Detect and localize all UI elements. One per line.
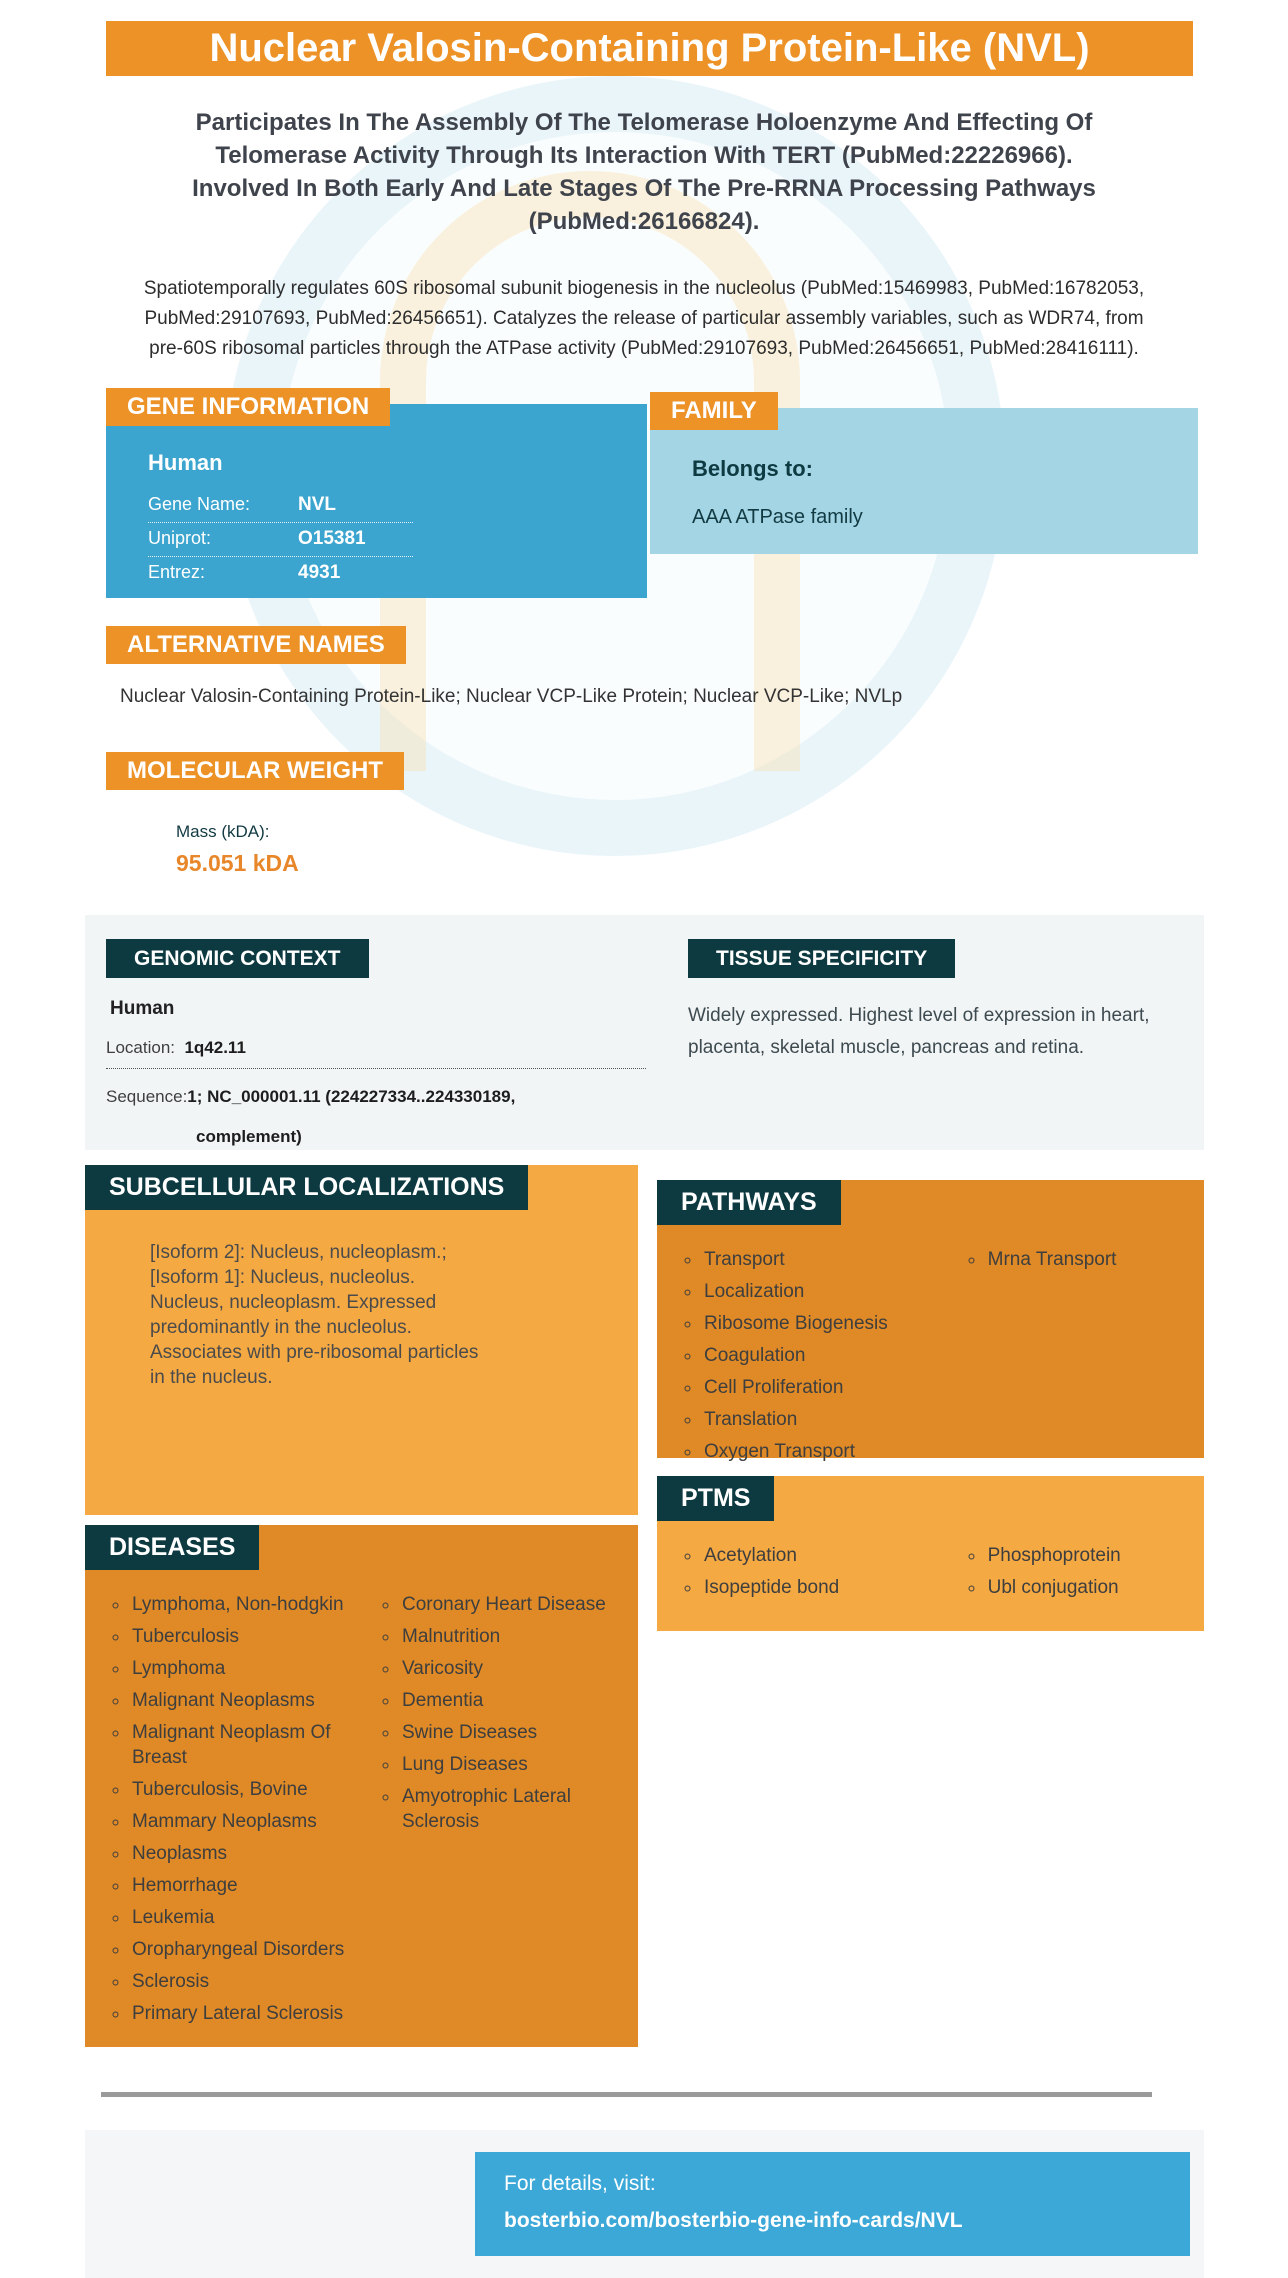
pathways-lists [657, 1225, 1204, 1471]
list-item: ◦ Coagulation [702, 1343, 916, 1368]
table-row [148, 556, 413, 590]
summary-bold-paragraph: Participates In The Assembly Of The Telomerase Holoenzyme And Effecting Of Telomerase Activity Through Its Interaction With TERT (PubMed:22226966). Involved In Both Early And Late Stages Of The Pre-RRNA Processing Pathways (PubMed:26166824). [192, 109, 1096, 235]
mass-value: 95.051 kDA [176, 850, 299, 876]
visit-label: For details, visit: [504, 2172, 656, 2195]
species-label: Human [148, 450, 223, 475]
list-item: ◦ Localization [702, 1279, 916, 1304]
detail-boxes-grid [85, 1165, 1288, 2047]
visit-url-link[interactable]: bosterbio.com/bosterbio-gene-info-cards/NVL [504, 2209, 963, 2232]
uniprot-label: Uniprot: [148, 528, 212, 548]
gene-information-box [106, 393, 647, 598]
diseases-header: DISEASES [85, 1525, 259, 1570]
diseases-lists [85, 1570, 638, 2033]
ptms-box [657, 1476, 1204, 1631]
subcellular-localizations-header: SUBCELLULAR LOCALIZATIONS [85, 1165, 528, 1210]
pathways-list-column-1 [702, 1247, 916, 1471]
list-item: ◦ Tuberculosis [130, 1624, 345, 1649]
molecular-weight-header: MOLECULAR WEIGHT [106, 752, 404, 790]
list-item: ◦ Mrna Transport [986, 1247, 1204, 1272]
genomic-context-header: GENOMIC CONTEXT [106, 939, 369, 978]
diseases-list-column-1 [130, 1592, 345, 2033]
location-row [106, 1034, 646, 1069]
entrez-label: Entrez: [148, 562, 206, 582]
ptms-header: PTMS [657, 1476, 774, 1521]
gene-info-table [148, 489, 413, 590]
gene-information-content [106, 404, 647, 590]
list-item: ◦ Varicosity [400, 1656, 615, 1681]
left-column [85, 1165, 638, 2047]
list-item: ◦ Coronary Heart Disease [400, 1592, 615, 1617]
uniprot-value: O15381 [298, 528, 366, 549]
family-header: FAMILY [650, 392, 778, 430]
table-row [148, 489, 413, 522]
genomic-tissue-section [85, 915, 1204, 1150]
list-item: ◦ Lung Diseases [400, 1752, 615, 1777]
list-item: ◦ Ubl conjugation [986, 1575, 1204, 1600]
diseases-list-column-2 [400, 1592, 615, 2033]
list-item: ◦ Sclerosis [130, 1969, 345, 1994]
genomic-species: Human [110, 998, 175, 1019]
alternative-names-section [106, 626, 1288, 708]
family-value: AAA ATPase family [692, 506, 863, 528]
footer-section [85, 2130, 1204, 2278]
list-item: ◦ Mammary Neoplasms [130, 1809, 345, 1834]
summary-detail-paragraph: Spatiotemporally regulates 60S ribosomal subunit biogenesis in the nucleolus (PubMed:15469983, PubMed:16782053, PubMed:29107693, PubMed:26456651). Catalyzes the release of particular assembly variables, such as WDR74, from pre-60S ribosomal particles through the ATPase activity (PubMed:29107693, PubMed:26456651, PubMed:28416111). [143, 278, 1145, 359]
list-item: ◦ Cell Proliferation [702, 1375, 916, 1400]
family-box [650, 397, 1198, 554]
location-label: Location: [106, 1038, 175, 1057]
mass-label: Mass (kDA): [176, 822, 270, 841]
visit-info-box [475, 2152, 1190, 2256]
list-item: ◦ Primary Lateral Sclerosis [130, 2001, 345, 2026]
subcellular-localizations-text: [Isoform 2]: Nucleus, nucleoplasm.; [Isoform 1]: Nucleus, nucleolus. Nucleus, nucleoplasm. Expressed predominantly in the nucleolus. Associates with pre-ribosomal particles in the nucleus. [150, 1242, 479, 1388]
gene-information-header: GENE INFORMATION [106, 388, 390, 426]
tissue-specificity-column [688, 939, 1178, 1150]
gene-name-label: Gene Name: [148, 494, 251, 514]
genomic-context-column [106, 939, 666, 1150]
ptms-list-column-2 [986, 1543, 1204, 1607]
gene-family-row [106, 393, 1288, 598]
list-item: ◦ Malnutrition [400, 1624, 615, 1649]
list-item: ◦ Dementia [400, 1688, 615, 1713]
ptms-list-column-1 [702, 1543, 916, 1607]
diseases-box [85, 1525, 638, 2047]
list-item: ◦ Translation [702, 1407, 916, 1432]
list-item: ◦ Ribosome Biogenesis [702, 1311, 916, 1336]
molecular-weight-section [106, 752, 1288, 877]
list-item: ◦ Leukemia [130, 1905, 345, 1930]
list-item: ◦ Malignant Neoplasms [130, 1688, 345, 1713]
gene-info-card-page [0, 21, 1288, 2232]
sequence-value: 1; NC_000001.11 (224227334..224330189, [187, 1087, 516, 1106]
list-item: ◦ Amyotrophic Lateral Sclerosis [400, 1784, 615, 1834]
table-row [148, 522, 413, 556]
list-item: ◦ Swine Diseases [400, 1720, 615, 1745]
list-item: ◦ Acetylation [702, 1543, 916, 1568]
list-item: ◦ Lymphoma, Non-hodgkin [130, 1592, 345, 1617]
right-column [657, 1165, 1204, 1631]
ptms-lists [657, 1521, 1204, 1607]
belongs-to-label: Belongs to: [692, 456, 813, 481]
pathways-list-column-2 [986, 1247, 1204, 1471]
subcellular-localizations-box [85, 1165, 638, 1515]
gene-name-value: NVL [298, 494, 336, 515]
list-item: ◦ Malignant Neoplasm Of Breast [130, 1720, 345, 1770]
list-item: ◦ Isopeptide bond [702, 1575, 916, 1600]
sequence-value-continued: complement) [196, 1127, 302, 1146]
list-item: ◦ Tuberculosis, Bovine [130, 1777, 345, 1802]
list-item: ◦ Oropharyngeal Disorders [130, 1937, 345, 1962]
list-item: ◦ Lymphoma [130, 1656, 345, 1681]
alternative-names-text: Nuclear Valosin-Containing Protein-Like; Nuclear VCP-Like Protein; Nuclear VCP-Like; NVLp [120, 686, 903, 707]
tissue-specificity-header: TISSUE SPECIFICITY [688, 939, 955, 978]
sequence-row [106, 1083, 666, 1117]
list-item: ◦ Oxygen Transport [702, 1439, 916, 1464]
tissue-specificity-text: Widely expressed. Highest level of expression in heart, placenta, skeletal muscle, pancreas and retina. [688, 1005, 1150, 1058]
list-item: ◦ Phosphoprotein [986, 1543, 1204, 1568]
page-title: Nuclear Valosin-Containing Protein-Like (NVL) [106, 21, 1193, 76]
entrez-value: 4931 [298, 562, 341, 583]
sequence-label: Sequence: [106, 1087, 188, 1106]
alternative-names-header: ALTERNATIVE NAMES [106, 626, 406, 664]
list-item: ◦ Transport [702, 1247, 916, 1272]
list-item: ◦ Neoplasms [130, 1841, 345, 1866]
location-value: 1q42.11 [184, 1038, 246, 1057]
pathways-header: PATHWAYS [657, 1180, 841, 1225]
list-item: ◦ Hemorrhage [130, 1873, 345, 1898]
footer-divider [101, 2092, 1152, 2097]
pathways-box [657, 1180, 1204, 1462]
